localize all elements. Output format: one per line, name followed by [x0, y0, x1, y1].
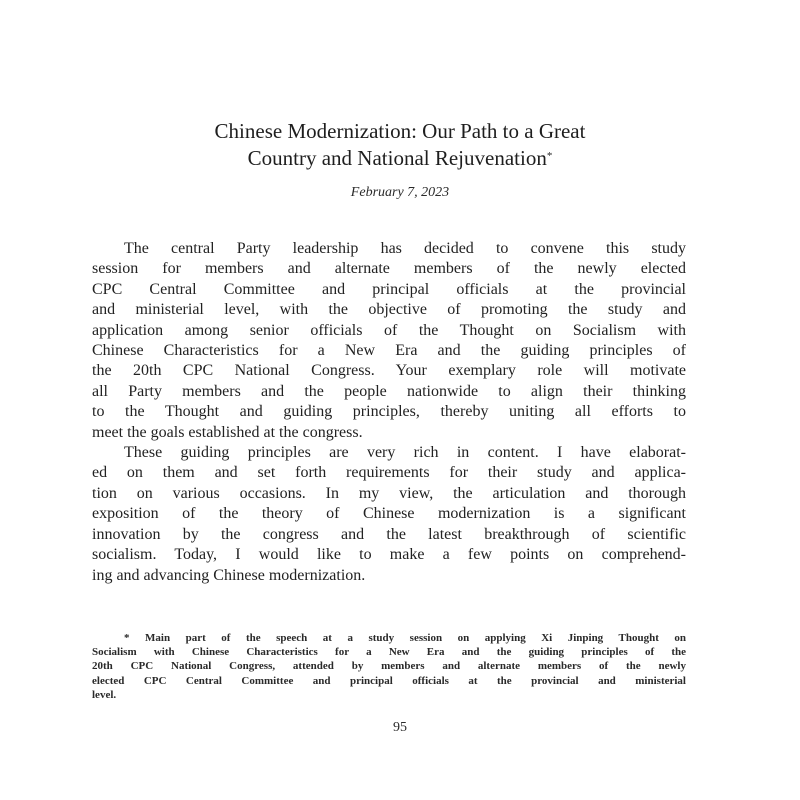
speech-date: February 7, 2023 [350, 185, 450, 200]
paragraph-line: the 20th CPC National Congress. Your exemplary role will motivate [92, 362, 686, 380]
footnote-line: 20th CPC National Congress, attended by members and alternate members of the newly [92, 660, 686, 673]
paragraph-line: socialism. Today, I would like to make a few points on comprehend- [92, 546, 686, 564]
page-title [0, 118, 800, 172]
footnote [92, 631, 686, 702]
paragraph-line: ed on them and set forth requirements for their study and applica- [92, 464, 686, 482]
paragraph-line: session for members and alternate members of the newly elected [92, 260, 686, 278]
title-footnote-marker: * [546, 150, 553, 162]
paragraph-2 [92, 443, 686, 586]
title-line-1: Chinese Modernization: Our Path to a Great [214, 119, 586, 143]
body-text [92, 239, 686, 586]
paragraph-line: These guiding principles are very rich in content. I have elaborat- [124, 444, 686, 462]
footnote-line: level. [92, 688, 117, 701]
footnote-line: * Main part of the speech at a study session on applying Xi Jinping Thought on [124, 632, 686, 644]
paragraph-line: innovation by the congress and the latest breakthrough of scientific [92, 525, 686, 543]
paragraph-line: ing and advancing Chinese modernization. [92, 566, 366, 584]
paragraph-line: application among senior officials of the Thought on Socialism with [92, 321, 686, 339]
paragraph-line: Chinese Characteristics for a New Era and the guiding principles of [92, 342, 686, 360]
title-line-2 [0, 145, 800, 172]
paragraph-line: tion on various occasions. In my view, the articulation and thorough [92, 484, 686, 502]
paragraph-line: all Party members and the people nationwide to align their thinking [92, 382, 686, 400]
paragraph-line: to the Thought and guiding principles, thereby uniting all efforts to [92, 403, 686, 421]
paragraph-line: meet the goals established at the congress. [92, 423, 363, 441]
paragraph-line: and ministerial level, with the objective of promoting the study and [92, 301, 686, 319]
page-number: 95 [393, 720, 407, 735]
footnote-line: elected CPC Central Committee and principal officials at the provincial and ministerial [92, 674, 686, 687]
title-line-2-text: Country and National Rejuvenation [247, 146, 547, 170]
paragraph-line: CPC Central Committee and principal officials at the provincial [92, 280, 686, 298]
paragraph-line: exposition of the theory of Chinese modernization is a significant [92, 505, 686, 523]
paragraph-line: The central Party leadership has decided to convene this study [124, 240, 686, 257]
footnote-line: Socialism with Chinese Characteristics for a New Era and the guiding principles of the [92, 646, 686, 659]
paragraph-1 [92, 239, 686, 443]
